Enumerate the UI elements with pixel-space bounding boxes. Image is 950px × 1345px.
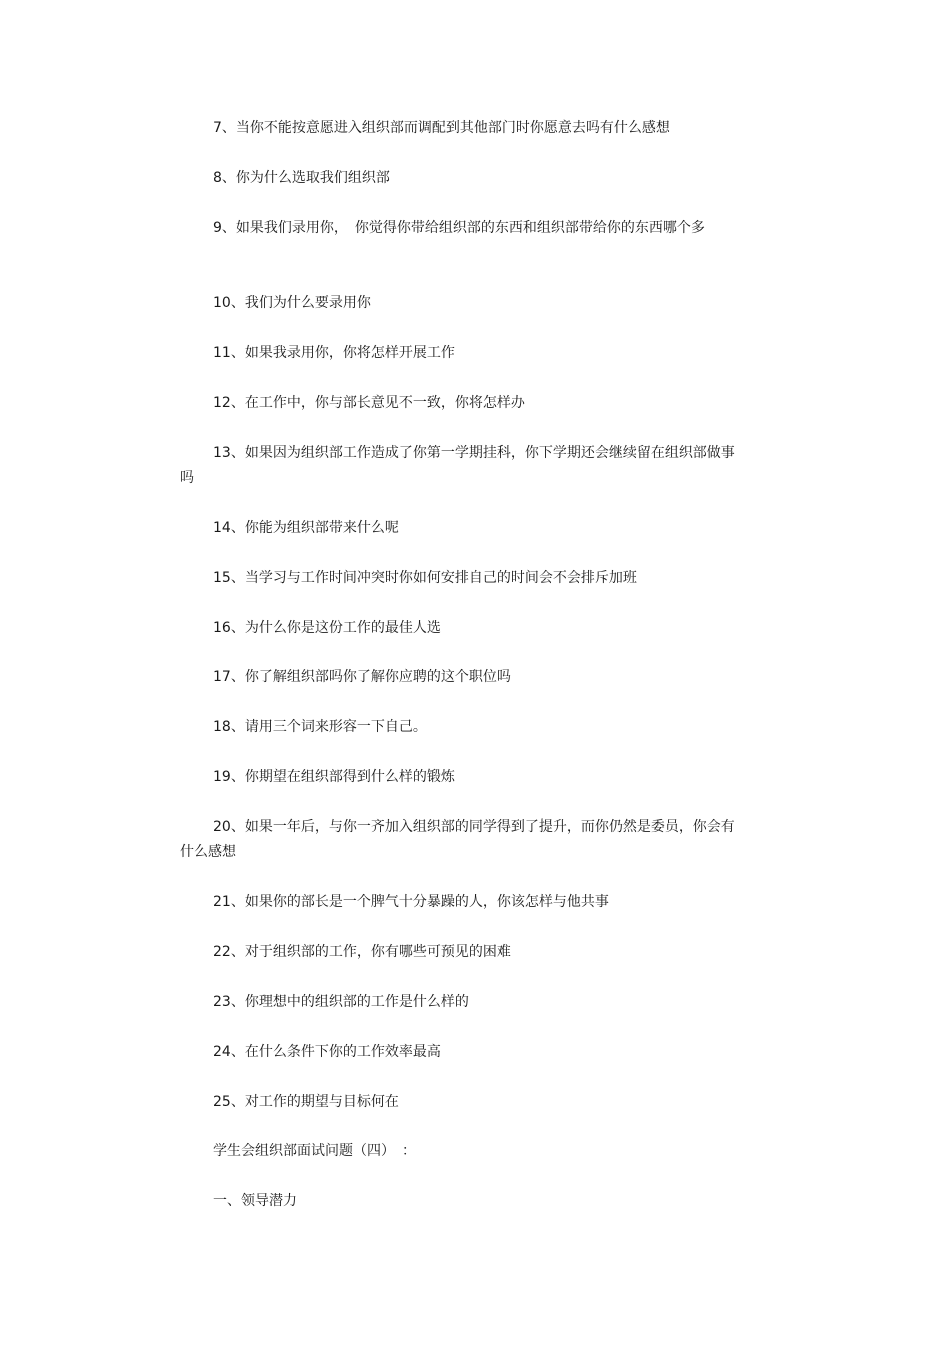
- question-12: 12、在工作中，你与部长意见不一致，你将怎样办: [213, 395, 525, 411]
- section-heading: 学生会组织部面试问题（四） ：: [213, 1143, 416, 1159]
- question-7: 7、当你不能按意愿进入组织部而调配到其他部门时你愿意去吗有什么感想: [213, 120, 670, 136]
- question-21: 21、如果你的部长是一个脾气十分暴躁的人，你该怎样与他共事: [213, 894, 609, 910]
- question-14: 14、你能为组织部带来什么呢: [213, 520, 399, 536]
- question-23: 23、你理想中的组织部的工作是什么样的: [213, 994, 469, 1010]
- question-24: 24、在什么条件下你的工作效率最高: [213, 1044, 441, 1060]
- question-25: 25、对工作的期望与目标何在: [213, 1094, 399, 1110]
- question-20: 20、如果一年后，与你一齐加入组织部的同学得到了提升，而你仍然是委员，你会有什么感想: [180, 819, 735, 860]
- question-11: 11、如果我录用你，你将怎样开展工作: [213, 345, 455, 361]
- question-17: 17、你了解组织部吗你了解你应聘的这个职位吗: [213, 669, 511, 685]
- question-13: 13、如果因为组织部工作造成了你第一学期挂科，你下学期还会继续留在组织部做事吗: [180, 445, 735, 486]
- subsection-heading: 一、领导潜力: [213, 1193, 297, 1209]
- question-15: 15、当学习与工作时间冲突时你如何安排自己的时间会不会排斥加班: [213, 570, 637, 586]
- question-22: 22、对于组织部的工作，你有哪些可预见的困难: [213, 944, 511, 960]
- question-18: 18、请用三个词来形容一下自己。: [213, 719, 427, 735]
- question-10: 10、我们为什么要录用你: [213, 295, 371, 311]
- question-8: 8、你为什么选取我们组织部: [213, 170, 390, 186]
- question-19: 19、你期望在组织部得到什么样的锻炼: [213, 769, 455, 785]
- question-16: 16、为什么你是这份工作的最佳人选: [213, 620, 441, 636]
- question-9: 9、如果我们录用你， 你觉得你带给组织部的东西和组织部带给你的东西哪个多: [213, 220, 705, 236]
